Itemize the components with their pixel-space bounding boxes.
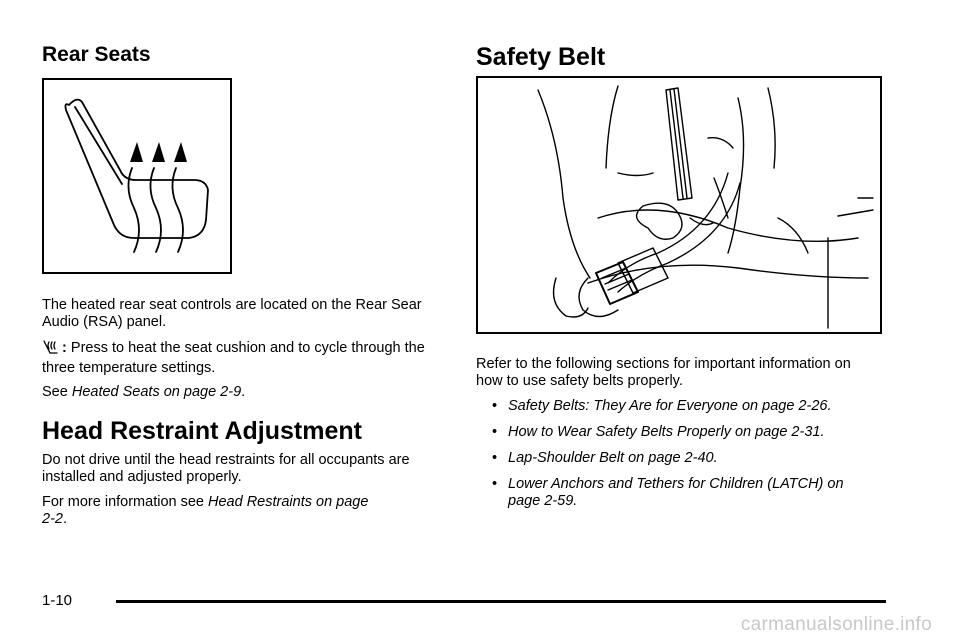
control-description: Press to heat the seat cushion and to cycle through the three temperature settings. [42,340,425,376]
see-suffix: . [241,384,246,400]
list-item[interactable] [476,424,886,441]
heated-seat-illustration [44,80,230,272]
safety-belt-reference-list [476,398,886,510]
rear-seats-title: Rear Seats [42,43,151,66]
heated-seat-icon [42,339,58,360]
bullet-glyph: • [492,398,498,414]
rear-seats-control-desc [42,339,442,377]
heated-seats-link[interactable]: Heated Seats on page 2-9 [71,384,242,400]
rear-seats-intro: The heated rear seat controls are located on the Rear Sear Audio (RSA) panel. [42,297,422,330]
head-restraint-title: Head Restraint Adjustment [42,417,362,445]
see-prefix: See [42,384,72,400]
safety-belt-illustration [478,78,880,332]
heated-seat-figure [42,78,232,274]
more-suffix: . [62,511,67,527]
list-item[interactable] [476,398,886,415]
reference-link[interactable]: Lap-Shoulder Belt on page 2-40. [508,450,718,466]
bullet-glyph: • [492,476,498,492]
watermark: carmanualsonline.info [740,614,932,635]
page-number: 1-10 [42,592,73,609]
list-item[interactable] [476,450,886,467]
reference-link[interactable]: Lower Anchors and Tethers for Children (LATCH) on page 2-59. [508,476,844,509]
reference-link[interactable]: Safety Belts: They Are for Everyone on page 2-26. [508,398,832,414]
head-restraint-more-ref [42,494,377,528]
safety-belt-intro: Refer to the following sections for important information on how to use safety belts properly. [476,356,851,389]
bullet-glyph: • [492,424,498,440]
head-restraints-link[interactable]: Head Restraints on page 2-2 [42,494,369,527]
safety-belt-figure [476,76,882,334]
bullet-glyph: • [492,450,498,466]
more-prefix: For more information see [42,494,209,510]
safety-belt-title: Safety Belt [476,43,606,71]
head-restraint-body: Do not drive until the head restraints for all occupants are installed and adjusted properly. [42,452,410,485]
control-label: : [62,340,67,356]
list-item[interactable] [476,476,858,510]
reference-link[interactable]: How to Wear Safety Belts Properly on page 2-31. [508,424,825,440]
footer-rule [116,600,886,603]
rear-seats-see-ref [42,384,442,401]
